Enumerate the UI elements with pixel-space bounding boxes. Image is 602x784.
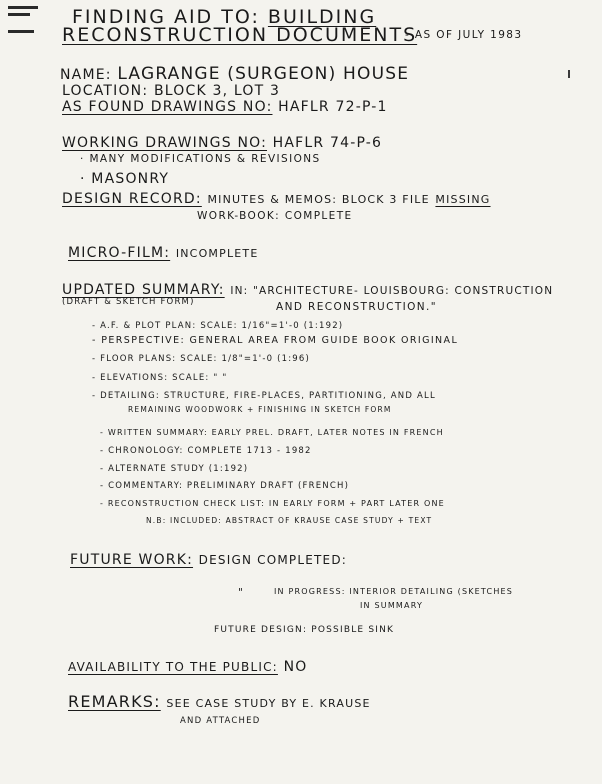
location-line: LOCATION: BLOCK 3, LOT 3 xyxy=(62,83,281,99)
stray-mark xyxy=(568,70,570,78)
working-item: · MASONRY xyxy=(80,171,170,187)
summary-item: - COMMENTARY: PRELIMINARY DRAFT (FRENCH) xyxy=(100,481,350,491)
summary-sublabel: (DRAFT & SKETCH FORM) xyxy=(62,297,195,307)
title-prefix: FINDING AID TO: xyxy=(72,6,260,28)
design-record-workbook: WORK-BOOK: COMPLETE xyxy=(197,210,353,222)
summary-item: N.B: INCLUDED: ABSTRACT OF KRAUSE CASE STUDY + TEXT xyxy=(146,516,433,525)
in-progress-line: IN PROGRESS: INTERIOR DETAILING (SKETCHES xyxy=(274,587,514,596)
in-progress-line-2: IN SUMMARY xyxy=(360,601,424,610)
as-of-date: - AS OF JULY 1983 xyxy=(405,29,523,41)
working-item: · MANY MODIFICATIONS & REVISIONS xyxy=(80,153,321,165)
micro-film-line: MICRO-FILM: INCOMPLETE xyxy=(68,245,259,261)
title-building: BUILDING xyxy=(267,6,377,28)
remarks-line: REMARKS: SEE CASE STUDY BY E. KRAUSE xyxy=(68,692,371,711)
design-record-line: DESIGN RECORD: MINUTES & MEMOS: BLOCK 3 FILE MISSING xyxy=(62,191,491,207)
summary-item: - DETAILING: STRUCTURE, FIRE-PLACES, PARTITIONING, AND ALL xyxy=(92,391,436,401)
binding-mark xyxy=(8,6,38,9)
availability-line: AVAILABILITY TO THE PUBLIC: NO xyxy=(68,659,308,675)
updated-summary-line: UPDATED SUMMARY: IN: "ARCHITECTURE- LOUISBOURG: CONSTRUCTION xyxy=(62,282,554,298)
future-design-line: FUTURE DESIGN: POSSIBLE SINK xyxy=(214,625,395,635)
ditto-mark: " xyxy=(238,587,245,599)
summary-item: - RECONSTRUCTION CHECK LIST: IN EARLY FORM + PART LATER ONE xyxy=(100,499,445,508)
binding-mark xyxy=(8,13,30,16)
summary-item: REMAINING WOODWORK + FINISHING IN SKETCH FORM xyxy=(128,405,392,414)
summary-item: - A.F. & PLOT PLAN: SCALE: 1/16"=1'-0 (1:192) xyxy=(92,321,344,331)
remarks-line-2: AND ATTACHED xyxy=(180,716,261,726)
future-work-line: FUTURE WORK: DESIGN COMPLETED: xyxy=(70,552,348,568)
summary-item: - FLOOR PLANS: SCALE: 1/8"=1'-0 (1:96) xyxy=(92,354,311,364)
title-line-2: RECONSTRUCTION DOCUMENTS xyxy=(62,24,418,46)
working-drawings-line: WORKING DRAWINGS NO: HAFLR 74-P-6 xyxy=(62,135,383,151)
summary-line-2: AND RECONSTRUCTION." xyxy=(276,301,438,313)
binding-mark xyxy=(8,30,34,33)
as-found-line: AS FOUND DRAWINGS NO: HAFLR 72-P-1 xyxy=(62,99,388,115)
summary-item: - ALTERNATE STUDY (1:192) xyxy=(100,464,249,474)
summary-item: - PERSPECTIVE: GENERAL AREA FROM GUIDE BOOK ORIGINAL xyxy=(92,335,459,346)
summary-item: - CHRONOLOGY: COMPLETE 1713 - 1982 xyxy=(100,446,312,456)
summary-item: - ELEVATIONS: SCALE: " " xyxy=(92,373,228,383)
summary-item: - WRITTEN SUMMARY: EARLY PREL. DRAFT, LATER NOTES IN FRENCH xyxy=(100,428,444,437)
name-line: NAME: LAGRANGE (SURGEON) HOUSE xyxy=(60,64,410,84)
